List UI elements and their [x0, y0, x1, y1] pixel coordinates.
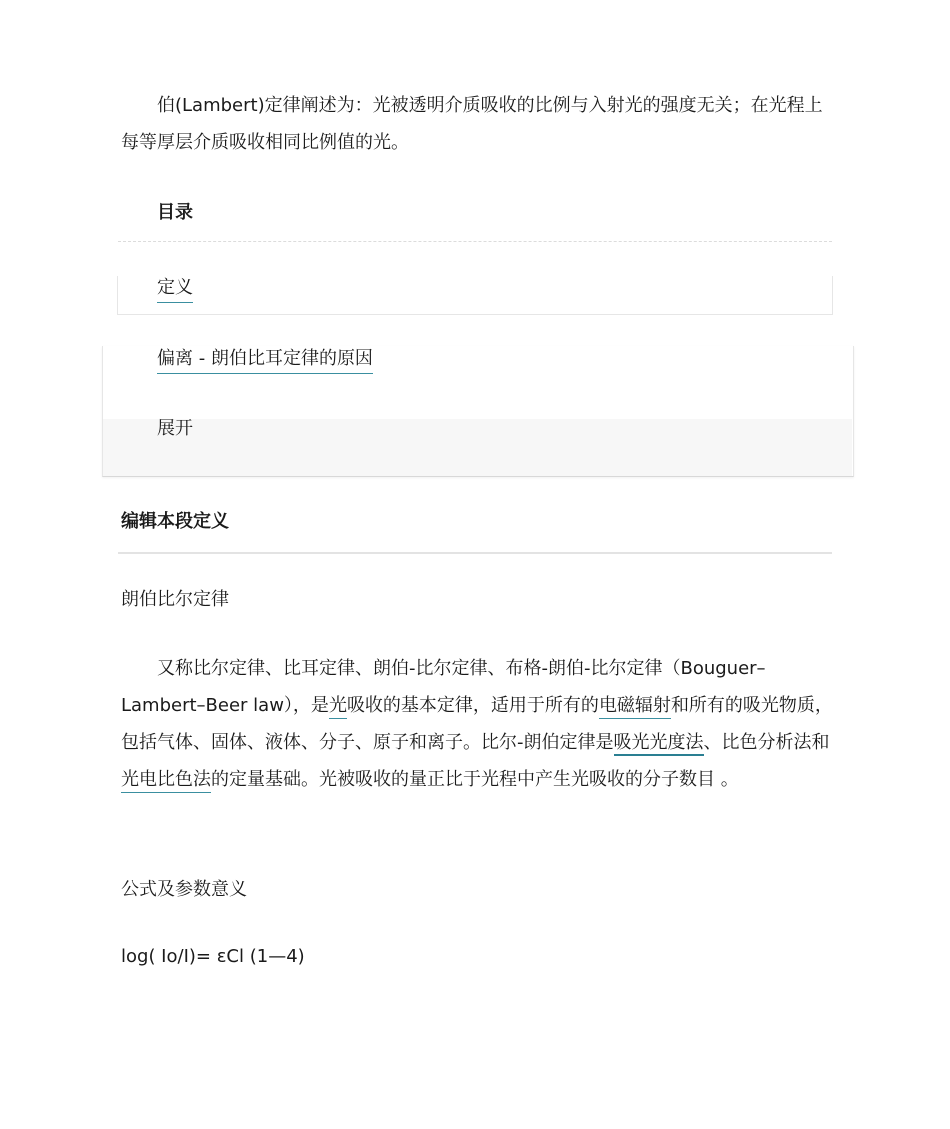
- link-photoelectric-colorimetry[interactable]: 光电比色法: [121, 769, 211, 793]
- body-text-4: 、比色分析法和: [703, 732, 830, 753]
- section-heading[interactable]: 编辑本段定义: [121, 511, 229, 532]
- toc-item-box: [117, 276, 833, 315]
- section-subtitle: 朗伯比尔定律: [121, 589, 229, 610]
- intro-paragraph: 伯(Lambert)定律阐述为：光被透明介质吸收的比例与入射光的强度无关；在光程上每等厚层介质吸收相同比例值的光。: [121, 95, 823, 153]
- body-text-5: 的定量基础。光被吸收的量正比于光程中产生光吸收的分子数目 。: [211, 769, 739, 790]
- formula: log( Io/I)= εCl (1—4): [121, 946, 305, 967]
- formula-title: 公式及参数意义: [121, 879, 247, 900]
- toc-item-deviation[interactable]: 偏离 - 朗伯比耳定律的原因: [157, 344, 373, 374]
- link-electromagnetic-radiation[interactable]: 电磁辐射: [599, 695, 671, 719]
- definition-paragraph: [121, 650, 833, 798]
- link-spectrophotometry[interactable]: 吸光光度法: [614, 732, 704, 756]
- toc-divider: [118, 241, 832, 242]
- link-light[interactable]: 光: [329, 695, 347, 719]
- body-text-3: 和所有的吸光物质，包括气体、固体、液体、分子、原子和离子。比尔-朗伯定律是: [121, 695, 833, 753]
- body-text-1: 又称比尔定律、比耳定律、朗伯-比尔定律、布格-朗伯-比尔定律（Bouguer–Lambert–Beer law），是: [121, 658, 766, 716]
- toc-item-definition[interactable]: 定义: [157, 273, 193, 303]
- toc-expand-bar[interactable]: [103, 419, 852, 476]
- expand-button[interactable]: 展开: [157, 418, 193, 439]
- body-text-2: 吸收的基本定律，适用于所有的: [346, 695, 599, 716]
- section-divider: [118, 552, 832, 554]
- toc-title: 目录: [157, 202, 193, 223]
